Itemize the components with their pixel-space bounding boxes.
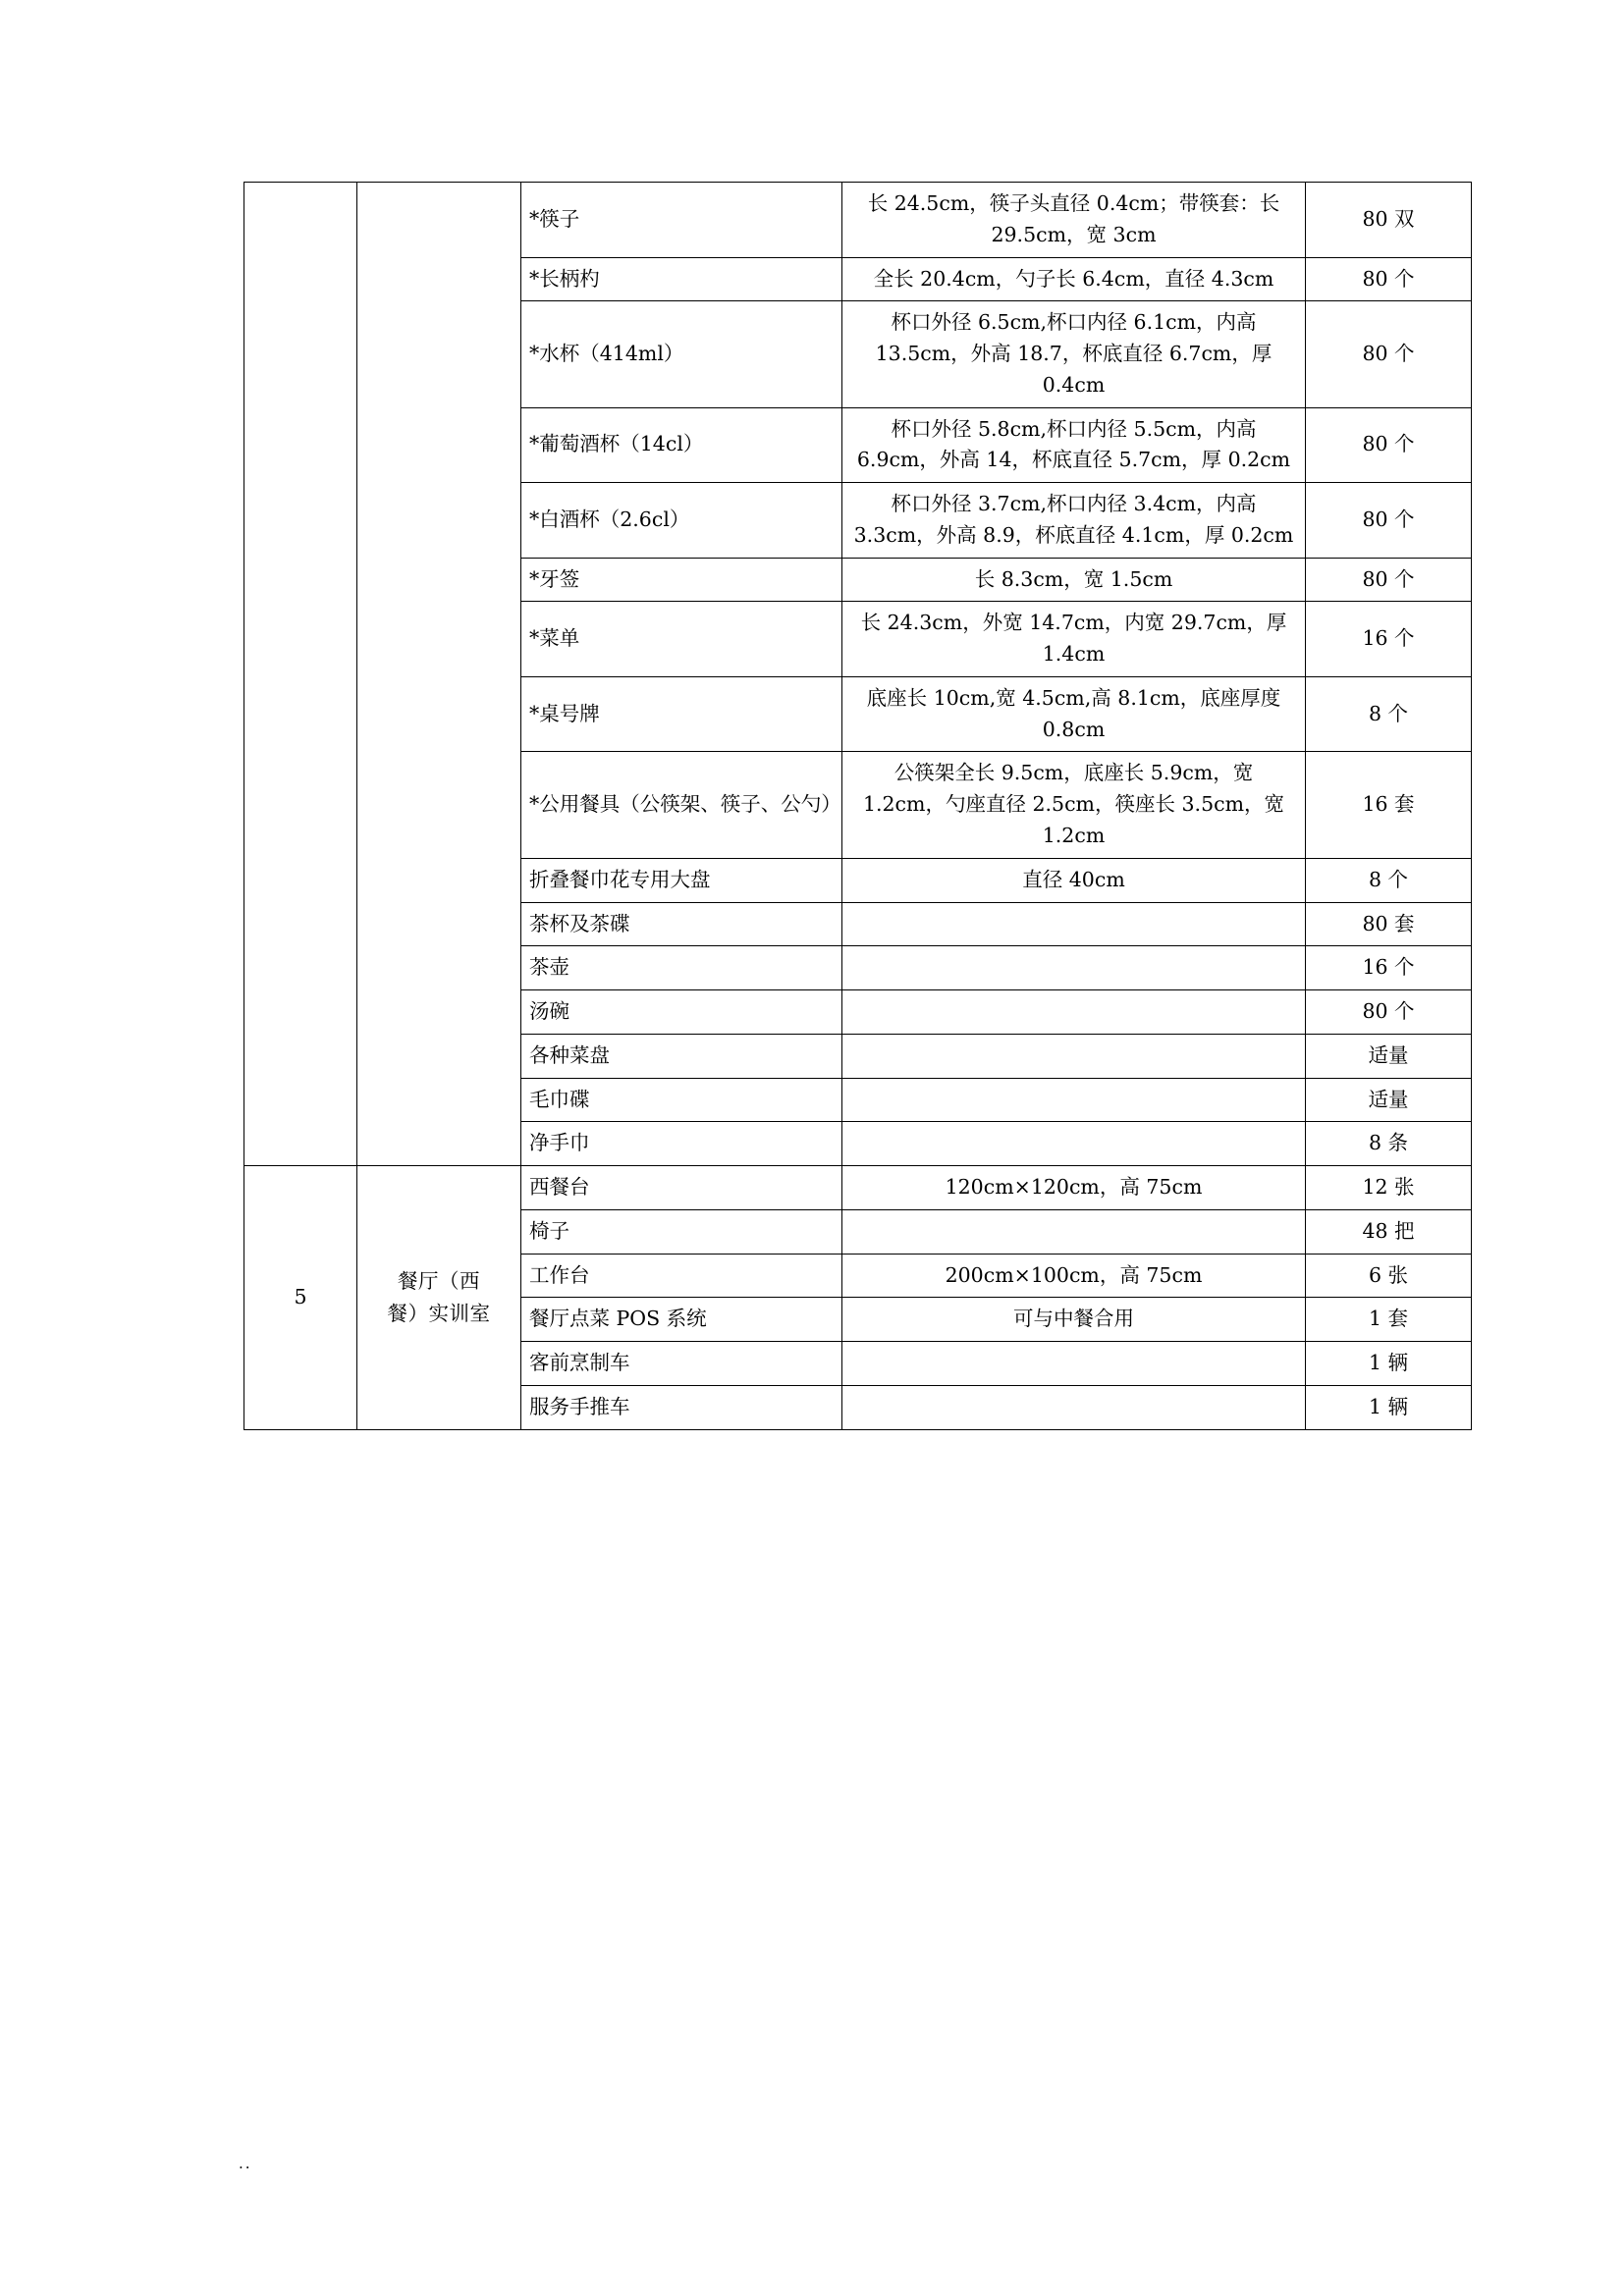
- equipment-spec-table-wrapper: [244, 182, 1415, 1430]
- item-spec: 杯口外径 3.7cm,杯口内径 3.4cm，内高 3.3cm，外高 8.9，杯底直径 4.1cm，厚 0.2cm: [842, 483, 1306, 559]
- item-qty: 1 辆: [1306, 1385, 1472, 1429]
- item-qty: 80 个: [1306, 257, 1472, 301]
- item-name: 餐厅点菜 POS 系统: [521, 1298, 842, 1342]
- item-qty: 80 双: [1306, 183, 1472, 258]
- item-qty: 16 个: [1306, 946, 1472, 990]
- item-name: 各种菜盘: [521, 1034, 842, 1078]
- item-qty: 适量: [1306, 1078, 1472, 1122]
- room-name-line1: 餐厅（西: [398, 1269, 480, 1294]
- item-qty: 1 套: [1306, 1298, 1472, 1342]
- item-name: 西餐台: [521, 1166, 842, 1210]
- item-qty: 80 套: [1306, 902, 1472, 946]
- item-spec: [842, 1078, 1306, 1122]
- table-row: [244, 1166, 1472, 1210]
- item-name: *菜单: [521, 602, 842, 677]
- item-spec: [842, 1122, 1306, 1166]
- item-qty: 16 个: [1306, 602, 1472, 677]
- room-name-group1: [357, 183, 521, 1166]
- item-name: *葡萄酒杯（14cl）: [521, 407, 842, 483]
- item-qty: 80 个: [1306, 483, 1472, 559]
- item-name: *长柄杓: [521, 257, 842, 301]
- item-name: 客前烹制车: [521, 1342, 842, 1386]
- item-spec: 可与中餐合用: [842, 1298, 1306, 1342]
- item-name: 工作台: [521, 1254, 842, 1298]
- item-name: 服务手推车: [521, 1385, 842, 1429]
- item-spec: 直径 40cm: [842, 858, 1306, 902]
- item-name: *桌号牌: [521, 676, 842, 752]
- item-qty: 80 个: [1306, 301, 1472, 407]
- item-spec: 底座长 10cm,宽 4.5cm,高 8.1cm，底座厚度 0.8cm: [842, 676, 1306, 752]
- item-spec: 120cm×120cm，高 75cm: [842, 1166, 1306, 1210]
- item-qty: 适量: [1306, 1034, 1472, 1078]
- item-spec: 长 24.3cm，外宽 14.7cm，内宽 29.7cm，厚 1.4cm: [842, 602, 1306, 677]
- item-name: 椅子: [521, 1209, 842, 1254]
- item-spec: 长 8.3cm，宽 1.5cm: [842, 558, 1306, 602]
- item-spec: 公筷架全长 9.5cm，底座长 5.9cm，宽 1.2cm，勺座直径 2.5cm，筷座长 3.5cm，宽 1.2cm: [842, 752, 1306, 858]
- item-name: 茶杯及茶碟: [521, 902, 842, 946]
- item-qty: 16 套: [1306, 752, 1472, 858]
- item-name: *白酒杯（2.6cl）: [521, 483, 842, 559]
- item-name: 毛巾碟: [521, 1078, 842, 1122]
- item-name: 折叠餐巾花专用大盘: [521, 858, 842, 902]
- item-spec: [842, 902, 1306, 946]
- item-spec: 长 24.5cm，筷子头直径 0.4cm；带筷套：长 29.5cm，宽 3cm: [842, 183, 1306, 258]
- item-name: *筷子: [521, 183, 842, 258]
- row-number-group2: 5: [244, 1166, 357, 1430]
- item-spec: 杯口外径 5.8cm,杯口内径 5.5cm，内高 6.9cm，外高 14，杯底直径 5.7cm，厚 0.2cm: [842, 407, 1306, 483]
- item-qty: 80 个: [1306, 407, 1472, 483]
- item-qty: 8 个: [1306, 858, 1472, 902]
- item-qty: 80 个: [1306, 558, 1472, 602]
- room-name-group2: [357, 1166, 521, 1430]
- item-spec: [842, 990, 1306, 1035]
- item-qty: 80 个: [1306, 990, 1472, 1035]
- item-spec: [842, 1385, 1306, 1429]
- item-qty: 1 辆: [1306, 1342, 1472, 1386]
- item-name: 汤碗: [521, 990, 842, 1035]
- item-qty: 12 张: [1306, 1166, 1472, 1210]
- room-name-line2: 餐）实训室: [387, 1301, 491, 1325]
- footer-mark: ..: [239, 2155, 252, 2172]
- item-spec: 全长 20.4cm，勺子长 6.4cm，直径 4.3cm: [842, 257, 1306, 301]
- item-qty: 6 张: [1306, 1254, 1472, 1298]
- item-qty: 8 条: [1306, 1122, 1472, 1166]
- item-qty: 48 把: [1306, 1209, 1472, 1254]
- item-name: *牙签: [521, 558, 842, 602]
- item-name: *公用餐具（公筷架、筷子、公勺）: [521, 752, 842, 858]
- item-spec: [842, 1342, 1306, 1386]
- item-spec: [842, 946, 1306, 990]
- item-spec: 杯口外径 6.5cm,杯口内径 6.1cm，内高 13.5cm，外高 18.7，杯底直径 6.7cm，厚 0.4cm: [842, 301, 1306, 407]
- item-name: 净手巾: [521, 1122, 842, 1166]
- equipment-spec-table: [244, 182, 1472, 1430]
- row-number-group1: [244, 183, 357, 1166]
- item-spec: [842, 1209, 1306, 1254]
- item-spec: [842, 1034, 1306, 1078]
- item-name: *水杯（414ml）: [521, 301, 842, 407]
- item-name: 茶壶: [521, 946, 842, 990]
- table-row: [244, 183, 1472, 258]
- item-qty: 8 个: [1306, 676, 1472, 752]
- item-spec: 200cm×100cm，高 75cm: [842, 1254, 1306, 1298]
